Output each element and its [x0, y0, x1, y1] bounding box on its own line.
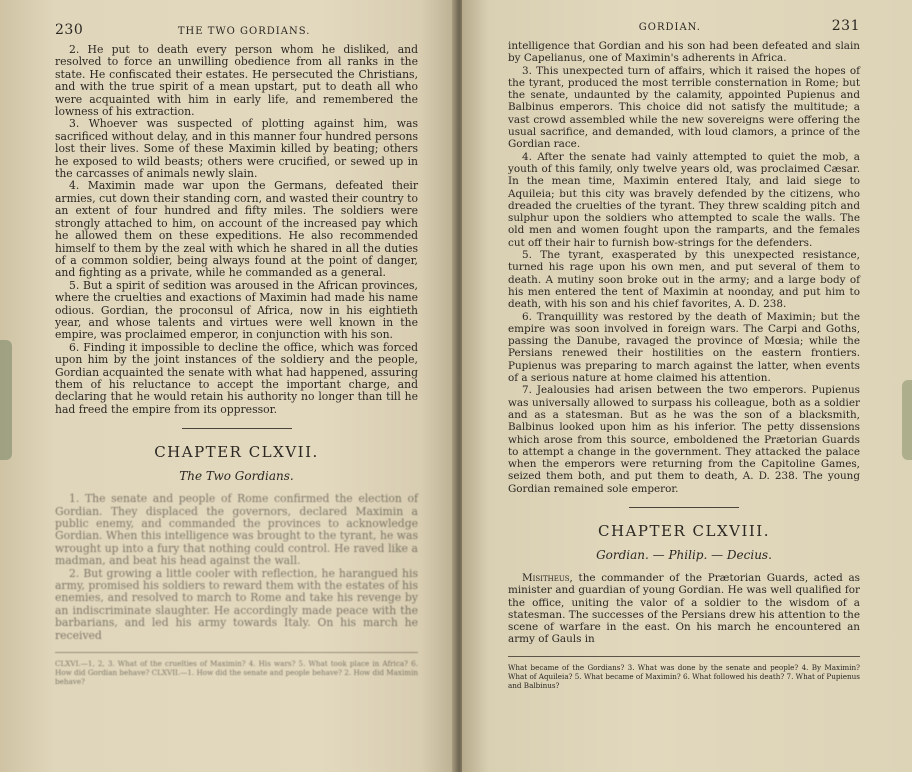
chapter-paragraph-rest: the commander of the Prætorian Guards, acted as minister and guardian of young Gordian. He was well qualified for the office, uniting the valor of a soldier to the wisdom of a statesman. The successes of the Persians drew his attention to the scene of warfare in the east. On his march he encountered an army of Gauls in [508, 571, 860, 646]
chapter-heading-clxviii: CHAPTER CLXVIII. [598, 521, 770, 540]
left-paragraph-3: 3. Whoever was suspected of plotting against him, was sacrificed without delay, and in this manner four hundred persons lost their lives. Some of these Maximin killed by beating; others he exposed to wild beasts; others were crucified, or sewed up in the carcasses of animals newly slain. [55, 117, 418, 181]
left-page-header [55, 22, 405, 38]
footnote-rule-right [508, 656, 860, 657]
right-page [462, 0, 912, 772]
thumb-shadow-left [0, 340, 12, 460]
right-page-header [508, 18, 860, 34]
right-paragraph-6: 6. Tranquillity was restored by the death of Maximin; but the empire was soon involved in foreign wars. The Carpi and Goths, passing the Danube, ravaged the province of Mœsia; while the Persians renewed their hostilities on the eastern frontiers. Pupienus was preparing to march against the latter, when events of a serious nature at home claimed his attention. [508, 310, 860, 385]
right-paragraph-4: 4. After the senate had vainly attempted to quiet the mob, a youth of this family, only twelve years old, was proclaimed Cæsar. In the mean time, Maximin entered Italy, and laid siege to Aquileia; but this city was bravely defended by the citizens, who dreaded the cruelties of the tyrant. They threw scalding pitch and sulphur upon the soldiers who attempted to scale the walls. The old men and women fought upon the ramparts, and the females cut off their hair to furnish bow-strings for the defenders. [508, 150, 860, 249]
thumb-shadow-right [902, 380, 912, 460]
right-paragraph-7: 7. Jealousies had arisen between the two emperors. Pupienus was universally allowed to surpass his colleague, both as a soldier and as a statesman. But as he was the son of a blacksmith, Balbinus looked upon him as his inferior. The petty dissensions which arose from this source, emboldened the Prætorian Guards to attempt a change in the government. They attacked the palace when the emperors were returning from the Capitoline Games, seized them both, and put them to death, A. D. 238. The young Gordian remained sole emperor. [508, 384, 860, 495]
left-page-number: 230 [55, 22, 84, 38]
chapter-divider [182, 428, 292, 429]
left-footnote: CLXVI.—1, 2, 3. What of the cruelties of Maximin? 4. His wars? 5. What took place in Africa? 6. How did Gordian behave? CLXVII.—1. How did the senate and people behave? 2. How did Maximin behave? [55, 659, 419, 687]
chapter-divider-right [629, 507, 739, 508]
right-page-number: 231 [831, 18, 860, 34]
chapter-clxvii-paragraph-1: 1. The senate and people of Rome confirmed the election of Gordian. They displaced the governors, declared Maximin a public enemy, and commanded the provinces to acknowledge Gordian. When this intelligence was brought to the tyrant, he was wrought up into a fury that nothing could control. He raved like a madman, and beat his head against the wall. [55, 492, 418, 568]
faded-text-block [55, 493, 418, 686]
chapter-first-word: Misitheus, [522, 571, 573, 584]
left-running-head: THE TWO GORDIANS. [177, 26, 311, 37]
chapter-clxviii-paragraph-1 [508, 572, 860, 646]
right-paragraph-3: 3. This unexpected turn of affairs, which it raised the hopes of the tyrant, produced the most terrible consternation in Rome; but the senate, undaunted by the calamity, appointed Pupienus and Balbinus emperors. This choice did not satisfy the multitude; a vast crowd assembled while the new sovereigns were offering the usual sacrifice, and demanded, with loud clamors, a prince of the Gordian race. [508, 64, 860, 151]
chapter-subtitle-clxviii: Gordian. — Philip. — Decius. [596, 547, 772, 562]
left-paragraph-2: 2. He put to death every person whom he disliked, and resolved to force an unwilling obedience from all ranks in the state. He confiscated their estates. He persecuted the Christians, and with the true spirit of a mean upstart, put to death all who were acquainted with him in early life, and remembered the lowness of his extraction. [55, 43, 418, 119]
right-footnote: What became of the Gordians? 3. What was done by the senate and people? 4. By Maximin? What of Aquileia? 5. What became of Maximin? 6. What followed his death? 7. What of Pupienus and Balbinus? [508, 662, 860, 690]
right-paragraph-continued: intelligence that Gordian and his son had been defeated and slain by Capelianus, one of Maximin's adherents in Africa. [508, 40, 860, 65]
footnote-rule [55, 652, 418, 653]
right-paragraph-5: 5. The tyrant, exasperated by this unexpected resistance, turned his rage upon his own men, and put several of them to death. A mutiny soon broke out in the army; and a large body of his men entered the tent of Maximin at noonday, and put him to death, with his son and his chief favorites, A. D. 238. [508, 249, 860, 311]
left-paragraph-4: 4. Maximin made war upon the Germans, defeated their armies, cut down their standing corn, and wasted their country to an extent of four hundred and fifty miles. The soldiers were strongly attached to him, on account of the increased pay which he allowed them on these expeditions. He also recommended himself to them by the zeal with which he shared in all the duties of a common soldier, being always found at the point of danger, and fighting as a private, while he commanded as a general. [55, 179, 418, 280]
chapter-subtitle-clxvii: The Two Gordians. [179, 469, 294, 484]
left-paragraph-6: 6. Finding it impossible to decline the office, which was forced upon him by the joint instances of the soldiery and the people, Gordian acquainted the senate with what had happened, assuring them of his reluctance to accept the important charge, and declaring that he would retain his authority no longer than till he had freed the empire from its oppressor. [55, 340, 418, 416]
chapter-clxvii-paragraph-2: 2. But growing a little cooler with reflection, he harangued his army, promised his soldiers to reward them with the estates of his enemies, and resolved to march to Rome and take his revenge by an indiscriminate slaughter. He accordingly made peace with the barbarians, and led his army towards Italy. On his march he received [55, 566, 418, 642]
right-running-head: GORDIAN. [638, 22, 701, 33]
left-paragraph-5: 5. But a spirit of sedition was aroused in the African provinces, where the cruelties and exactions of Maximin had made his name odious. Gordian, the proconsul of Africa, now in his eightieth year, and whose talents and virtues were well known in the empire, was proclaimed emperor, in conjunction with his son. [55, 278, 418, 342]
chapter-heading-clxvii: CHAPTER CLXVII. [154, 443, 319, 462]
